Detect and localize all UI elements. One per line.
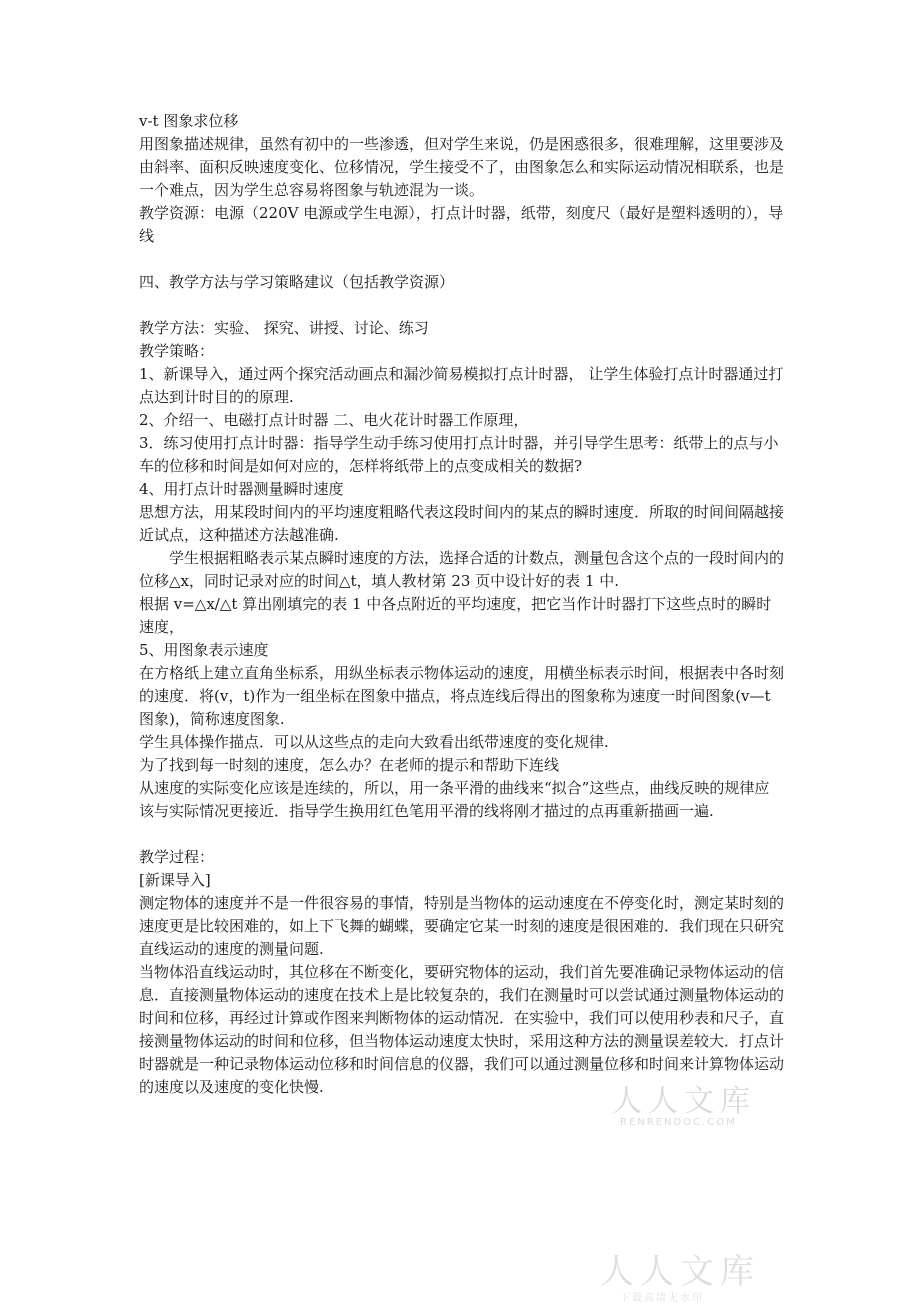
list-item: 4、用打点计时器测量瞬时速度 xyxy=(139,480,344,498)
spacer xyxy=(139,248,784,271)
paragraph-intro-body: 测定物体的速度并不是一件很容易的事情，特别是当物体的运动速度在不停变化时，测定某时刻的速度更是比较困难的，如上下飞舞的蝴蝶，要确定它某一时刻的速度是很困难的．我们现在只研究直线运动的速度的测量问题. xyxy=(139,894,785,958)
list-item: 1、新课导入，通过两个探究活动画点和漏沙简易模拟打点计时器， 让学生体验打点计时器通过打点达到计时目的的原理. xyxy=(139,365,784,406)
paragraph-student-measure: 学生根据粗略表示某点瞬时速度的方法，选择合适的计数点，测量包含这个点的一段时间内的位移△x，同时记录对应的时间△t，填人教材第 23 页中设计好的表 1 中. xyxy=(139,549,785,590)
spacer xyxy=(139,823,784,846)
section-heading-methods: 四、教学方法与学习策略建议（包括教学资源） xyxy=(139,273,455,291)
watermark-brand: 人人文库 xyxy=(612,1084,756,1119)
list-item: 5、用图象表示速度 xyxy=(139,641,269,659)
paragraph-plot-points: 学生具体操作描点．可以从这些点的走向大致看出纸带速度的变化规律. xyxy=(139,733,609,751)
paragraph-vt-title: v-t 图象求位移 xyxy=(139,112,239,130)
list-item: 2、介绍一、电磁打点计时器 二、电火花计时器工作原理， xyxy=(139,411,529,429)
paragraph-formula: 根据 v=△x/△t 算出刚填完的表 1 中各点附近的平均速度，把它当作计时器打下这些点时的瞬时速度， xyxy=(139,595,772,636)
watermark-url: RENRENDOC.COM xyxy=(620,1117,737,1128)
paragraph-thinking-method: 思想方法，用某段时间内的平均速度粗略代表这段时间内的某点的瞬时速度．所取的时间间隔越接近试点，这种描述方法越准确. xyxy=(139,503,785,544)
paragraph-connect-line: 为了找到每一时刻的速度，怎么办？在老师的提示和帮助下连线 xyxy=(139,756,560,774)
paragraph-teaching-resources: 教学资源：电源（220V 电源或学生电源），打点计时器，纸带，刻度尺（最好是塑料透明的），导线 xyxy=(139,204,784,245)
paragraph-process-heading: 教学过程： xyxy=(139,848,215,866)
paragraph-smooth-curve: 从速度的实际变化应该是连续的，所以，用一条平滑的曲线来“拟合”这些点，曲线反映的规律应该与实际情况更接近．指导学生换用红色笔用平滑的线将刚才描过的点再重新描画一遍. xyxy=(139,779,770,820)
document-body xyxy=(139,110,784,1099)
paragraph-coordinate-system: 在方格纸上建立直角坐标系，用纵坐标表示物体运动的速度，用横坐标表示时间，根据表中各时刻的速度．将(v，t)作为一组坐标在图象中描点，将点连线后得出的图象称为速度一时间图象(v—t 图象)，简称速度图象. xyxy=(139,664,785,728)
list-item: 3．练习使用打点计时器：指导学生动手练习使用打点计时器，并引导学生思考：纸带上的点与小车的位移和时间是如何对应的，怎样将纸带上的点变成相关的数据? xyxy=(139,434,779,475)
watermark-brand-bottom: 人人文库 xyxy=(600,1252,760,1292)
paragraph-intro-heading: [新课导入] xyxy=(139,871,211,889)
watermark-logo-bottom xyxy=(600,1252,800,1304)
paragraph-teaching-methods: 教学方法：实验、 探究、讲授、讨论、练习 xyxy=(139,319,429,337)
paragraph-motion-body: 当物体沿直线运动时，其位移在不断变化，要研究物体的运动，我们首先要准确记录物体运动的信息．直接测量物体运动的速度在技术上是比较复杂的，我们在测量时可以尝试通过测量物体运动的时间和位移，再经过计算或作图来判断物体的运动情况．在实验中，我们可以使用秒表和尺子，直接测量物体运动的时间和位移，但当物体运动速度太快时，采用这种方法的测量误差较大．打点计时器就是一种记录物体运动位移和时间信息的仪器，我们可以通过测量位移和时间来计算物体运动的速度以及速度的变化快慢. xyxy=(139,963,785,1096)
paragraph-strategy-heading: 教学策略： xyxy=(139,342,215,360)
spacer xyxy=(139,294,784,317)
watermark-subtitle: 下载高清无水印 xyxy=(620,1293,704,1304)
paragraph-graph-difficulty: 用图象描述规律，虽然有初中的一些渗透，但对学生来说，仍是困惑很多，很难理解，这里要涉及由斜率、面积反映速度变化、位移情况，学生接受不了，由图象怎么和实际运动情况相联系，也是一个难点，因为学生总容易将图象与轨迹混为一谈。 xyxy=(139,135,785,199)
